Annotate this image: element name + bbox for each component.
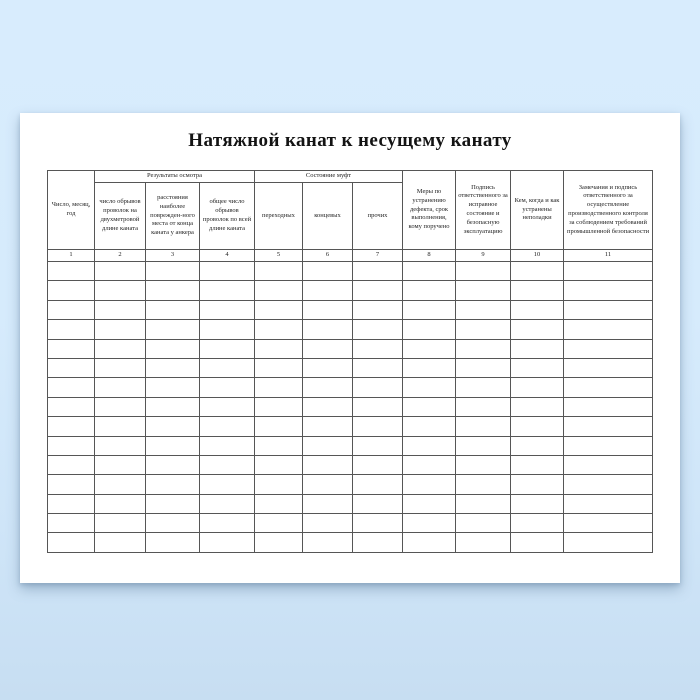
empty-cell: [200, 397, 255, 416]
empty-cell: [303, 358, 353, 377]
empty-cell: [146, 378, 200, 397]
empty-cell: [456, 300, 511, 319]
empty-cell: [403, 494, 456, 513]
inspection-log-table: [47, 170, 653, 553]
empty-cell: [456, 417, 511, 436]
empty-cell: [255, 378, 303, 397]
empty-cell: [353, 300, 403, 319]
empty-cell: [303, 533, 353, 552]
empty-cell: [511, 494, 564, 513]
empty-cell: [564, 339, 653, 358]
empty-cell: [564, 300, 653, 319]
empty-cell: [146, 320, 200, 339]
empty-cell: [564, 358, 653, 377]
empty-cell: [48, 475, 95, 494]
empty-cell: [353, 358, 403, 377]
empty-cell: [353, 262, 403, 281]
col-number: 7: [353, 250, 403, 262]
empty-cell: [511, 417, 564, 436]
empty-cell: [95, 533, 146, 552]
empty-cell: [303, 514, 353, 533]
empty-cell: [200, 475, 255, 494]
table-row: [48, 475, 653, 494]
group-header-coupling-condition: Состояние муфт: [255, 171, 403, 183]
empty-cell: [146, 262, 200, 281]
empty-cell: [564, 417, 653, 436]
empty-cell: [353, 455, 403, 474]
empty-cell: [303, 475, 353, 494]
empty-cell: [95, 300, 146, 319]
empty-cell: [511, 378, 564, 397]
empty-cell: [456, 281, 511, 300]
empty-cell: [511, 339, 564, 358]
col-number: 11: [564, 250, 653, 262]
empty-cell: [403, 417, 456, 436]
empty-cell: [48, 320, 95, 339]
empty-cell: [200, 358, 255, 377]
empty-cell: [95, 514, 146, 533]
empty-cell: [456, 475, 511, 494]
col-header-total-wire-breaks: общее число обрывов проволок по всей длине каната: [200, 183, 255, 250]
empty-cell: [353, 417, 403, 436]
table-body: [48, 171, 653, 553]
empty-cell: [200, 436, 255, 455]
empty-cell: [564, 320, 653, 339]
empty-cell: [353, 475, 403, 494]
empty-cell: [95, 339, 146, 358]
empty-cell: [564, 262, 653, 281]
empty-cell: [200, 533, 255, 552]
table-row: [48, 281, 653, 300]
empty-cell: [403, 475, 456, 494]
empty-cell: [564, 436, 653, 455]
empty-cell: [303, 397, 353, 416]
empty-cell: [456, 455, 511, 474]
empty-cell: [564, 514, 653, 533]
empty-cell: [511, 514, 564, 533]
table-row: [48, 494, 653, 513]
empty-cell: [353, 436, 403, 455]
empty-cell: [564, 281, 653, 300]
col-number: 8: [403, 250, 456, 262]
empty-cell: [48, 339, 95, 358]
col-header-wire-breaks-2m: число обрывов проволок на двухметровой длине каната: [95, 183, 146, 250]
empty-cell: [303, 455, 353, 474]
table-row: [48, 533, 653, 552]
empty-cell: [200, 378, 255, 397]
col-number: 3: [146, 250, 200, 262]
empty-cell: [456, 436, 511, 455]
col-number: 2: [95, 250, 146, 262]
empty-cell: [95, 455, 146, 474]
table-row: [48, 262, 653, 281]
empty-cell: [146, 397, 200, 416]
empty-cell: [255, 358, 303, 377]
empty-cell: [255, 475, 303, 494]
empty-cell: [255, 455, 303, 474]
empty-cell: [303, 262, 353, 281]
empty-cell: [48, 281, 95, 300]
empty-cell: [353, 514, 403, 533]
empty-cell: [146, 494, 200, 513]
empty-cell: [48, 436, 95, 455]
col-header-remarks-signature: Замечания и подпись ответственного за осуществление производственного контроля за соблюдением требований промышленной безопасности: [564, 171, 653, 250]
empty-cell: [146, 514, 200, 533]
empty-cell: [146, 455, 200, 474]
empty-cell: [48, 397, 95, 416]
empty-cell: [303, 339, 353, 358]
empty-cell: [456, 514, 511, 533]
empty-cell: [511, 533, 564, 552]
empty-cell: [353, 281, 403, 300]
empty-cell: [403, 397, 456, 416]
empty-cell: [353, 378, 403, 397]
empty-cell: [403, 378, 456, 397]
empty-cell: [48, 378, 95, 397]
empty-cell: [303, 436, 353, 455]
empty-cell: [200, 339, 255, 358]
header-row-numbers: [48, 250, 653, 262]
empty-cell: [95, 281, 146, 300]
empty-cell: [48, 417, 95, 436]
empty-cell: [511, 281, 564, 300]
empty-cell: [95, 436, 146, 455]
empty-cell: [511, 455, 564, 474]
empty-cell: [200, 494, 255, 513]
empty-cell: [200, 417, 255, 436]
empty-cell: [48, 300, 95, 319]
empty-cell: [511, 300, 564, 319]
empty-cell: [48, 533, 95, 552]
empty-cell: [456, 358, 511, 377]
empty-cell: [403, 262, 456, 281]
col-header-damage-distance: расстояния наиболее поврежден-ного места от конца каната у анкера: [146, 183, 200, 250]
empty-cell: [255, 417, 303, 436]
empty-cell: [255, 514, 303, 533]
empty-cell: [353, 339, 403, 358]
empty-cell: [95, 320, 146, 339]
group-header-inspection-results: Результаты осмотра: [95, 171, 255, 183]
empty-cell: [456, 320, 511, 339]
empty-cell: [200, 281, 255, 300]
col-number: 4: [200, 250, 255, 262]
empty-cell: [255, 281, 303, 300]
empty-cell: [200, 262, 255, 281]
empty-cell: [200, 455, 255, 474]
empty-cell: [146, 281, 200, 300]
empty-cell: [48, 358, 95, 377]
col-number: 5: [255, 250, 303, 262]
empty-cell: [303, 281, 353, 300]
empty-cell: [146, 300, 200, 319]
col-number: 10: [511, 250, 564, 262]
empty-cell: [95, 397, 146, 416]
empty-cell: [511, 358, 564, 377]
empty-cell: [146, 533, 200, 552]
empty-cell: [403, 281, 456, 300]
empty-cell: [564, 397, 653, 416]
col-number: 6: [303, 250, 353, 262]
document-page: [20, 113, 680, 583]
empty-cell: [146, 417, 200, 436]
empty-cell: [255, 533, 303, 552]
empty-cell: [255, 494, 303, 513]
table-row: [48, 339, 653, 358]
empty-cell: [303, 300, 353, 319]
empty-cell: [511, 436, 564, 455]
empty-cell: [403, 339, 456, 358]
empty-cell: [456, 533, 511, 552]
empty-cell: [353, 494, 403, 513]
empty-cell: [511, 262, 564, 281]
empty-cell: [95, 417, 146, 436]
empty-cell: [200, 514, 255, 533]
empty-cell: [403, 320, 456, 339]
empty-cell: [403, 358, 456, 377]
col-header-couplings-end: концевых: [303, 183, 353, 250]
empty-cell: [48, 494, 95, 513]
col-header-couplings-transition: переходных: [255, 183, 303, 250]
page-title: Натяжной канат к несущему канату: [188, 130, 512, 151]
empty-cell: [456, 339, 511, 358]
col-header-defect-measures: Меры по устранению дефекта, срок выполнения, кому поручено: [403, 171, 456, 250]
empty-cell: [303, 417, 353, 436]
empty-cell: [564, 475, 653, 494]
empty-cell: [146, 436, 200, 455]
table-row: [48, 514, 653, 533]
col-header-responsible-signature: Подпись ответственного за исправное состояние и безопасную эксплуатацию: [456, 171, 511, 250]
empty-cell: [200, 320, 255, 339]
empty-cell: [48, 262, 95, 281]
empty-cell: [48, 455, 95, 474]
empty-cell: [95, 262, 146, 281]
empty-cell: [564, 455, 653, 474]
table-row: [48, 397, 653, 416]
empty-cell: [255, 436, 303, 455]
empty-cell: [456, 397, 511, 416]
table-row: [48, 436, 653, 455]
table-row: [48, 358, 653, 377]
empty-cell: [403, 514, 456, 533]
empty-cell: [456, 378, 511, 397]
empty-cell: [95, 494, 146, 513]
empty-cell: [456, 494, 511, 513]
table-row: [48, 417, 653, 436]
empty-cell: [95, 378, 146, 397]
empty-cell: [255, 300, 303, 319]
table-row: [48, 455, 653, 474]
empty-cell: [95, 475, 146, 494]
empty-cell: [403, 455, 456, 474]
empty-cell: [255, 339, 303, 358]
empty-cell: [564, 494, 653, 513]
empty-cell: [403, 436, 456, 455]
header-row-groups: [48, 171, 653, 183]
table-row: [48, 320, 653, 339]
empty-cell: [353, 320, 403, 339]
col-number: 9: [456, 250, 511, 262]
empty-cell: [255, 397, 303, 416]
col-header-faults-fixed-by: Кем, когда и как устранены неполадки: [511, 171, 564, 250]
empty-cell: [303, 378, 353, 397]
empty-cell: [303, 320, 353, 339]
empty-cell: [511, 320, 564, 339]
empty-cell: [146, 475, 200, 494]
empty-cell: [511, 475, 564, 494]
empty-cell: [403, 533, 456, 552]
col-header-couplings-other: прочих: [353, 183, 403, 250]
empty-cell: [255, 320, 303, 339]
col-number: 1: [48, 250, 95, 262]
empty-cell: [353, 397, 403, 416]
empty-cell: [146, 339, 200, 358]
empty-cell: [48, 514, 95, 533]
empty-cell: [200, 300, 255, 319]
empty-cell: [564, 533, 653, 552]
empty-cell: [353, 533, 403, 552]
empty-cell: [146, 358, 200, 377]
table-row: [48, 300, 653, 319]
empty-cell: [403, 300, 456, 319]
empty-cell: [303, 494, 353, 513]
empty-cell: [511, 397, 564, 416]
col-header-date: Число, месяц, год: [48, 171, 95, 250]
empty-cell: [255, 262, 303, 281]
empty-cell: [95, 358, 146, 377]
empty-cell: [456, 262, 511, 281]
empty-cell: [564, 378, 653, 397]
table-row: [48, 378, 653, 397]
